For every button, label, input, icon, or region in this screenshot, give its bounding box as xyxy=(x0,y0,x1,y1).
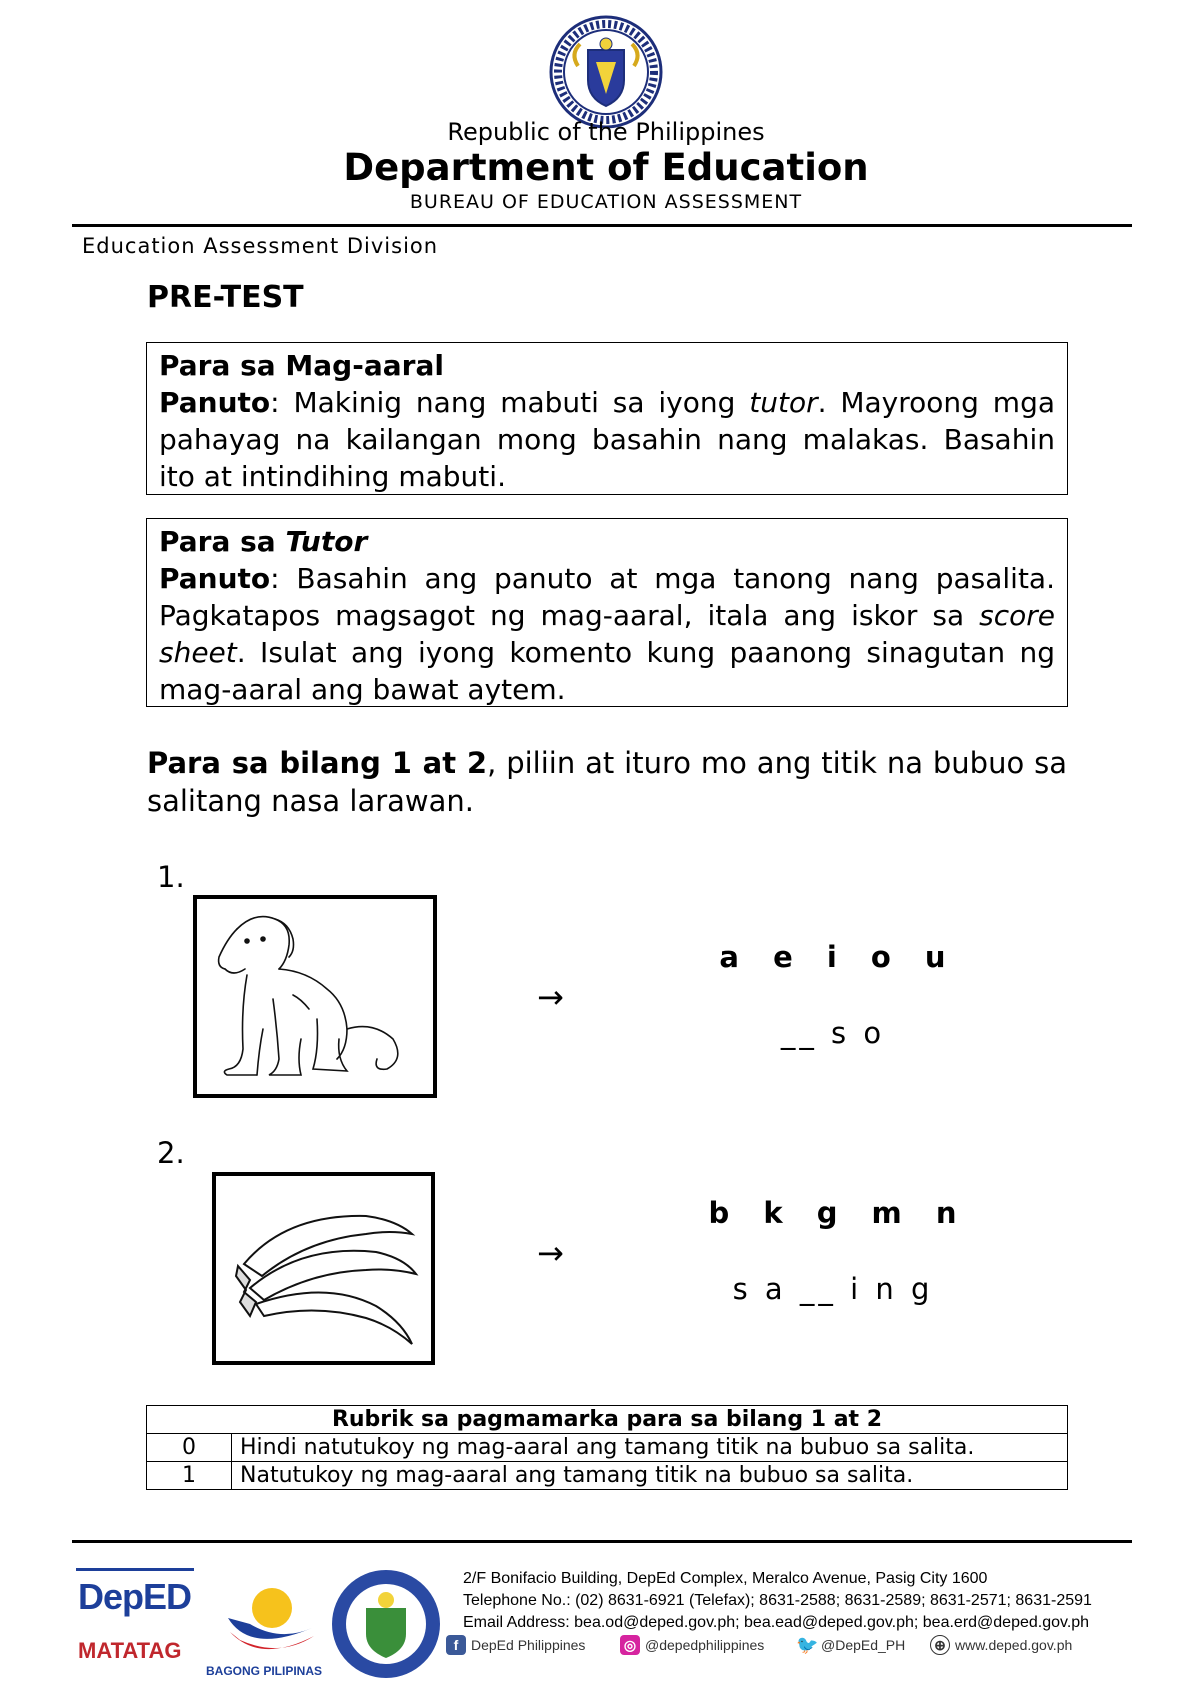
division-label: Education Assessment Division xyxy=(82,234,439,258)
facebook-link[interactable]: f DepEd Philippines xyxy=(446,1635,585,1655)
item-1-word: __ s o xyxy=(780,1016,886,1050)
website-link[interactable]: ⊕ www.deped.gov.ph xyxy=(930,1635,1072,1655)
table-row xyxy=(147,1434,1068,1462)
rubric-description: Hindi natutukoy ng mag-aaral ang tamang titik na bubuo sa salita. xyxy=(232,1434,1068,1462)
header-divider xyxy=(72,224,1132,227)
tutor-box-body: Panuto: Basahin ang panuto at mga tanong nang pasalita. Pagkatapos magsagot ng mag-aaral, itala ang iskor sa score sheet. Isulat ang iyong komento kung paanong sinagutan ng mag-aaral ang bawat aytem. xyxy=(159,562,1055,706)
rubric-header-row xyxy=(147,1406,1068,1434)
item-2-word: s a __ i n g xyxy=(732,1272,934,1306)
item-2-arrow: → xyxy=(537,1234,564,1272)
item-1-number: 1. xyxy=(157,860,185,894)
footer-address: 2/F Bonifacio Building, DepEd Complex, Meralco Avenue, Pasig City 1600 xyxy=(463,1570,988,1587)
footer-email: Email Address: bea.od@deped.gov.ph; bea.ead@deped.gov.ph; bea.erd@deped.gov.ph xyxy=(463,1614,1090,1631)
footer-telephone: Telephone No.: (02) 8631-6921 (Telefax); 8631-2588; 8631-2589; 8631-2571; 8631-2591 xyxy=(463,1592,1092,1609)
globe-icon: ⊕ xyxy=(930,1635,950,1655)
item-1-letter-choices: a e i o u xyxy=(719,940,947,974)
footer-divider xyxy=(72,1540,1132,1543)
student-box-heading: Para sa Mag-aaral xyxy=(159,349,444,382)
panuto-label: Panuto xyxy=(159,386,271,419)
item-2-number: 2. xyxy=(157,1136,185,1170)
instagram-icon: ◎ xyxy=(620,1635,640,1655)
rubric-title: Rubrik sa pagmamarka para sa bilang 1 at 2 xyxy=(147,1406,1068,1434)
department-title: Department of Education xyxy=(343,146,869,189)
bureau-seal-logo xyxy=(330,1568,442,1680)
student-instructions-box xyxy=(146,342,1068,495)
tutor-box-heading: Para sa Tutor xyxy=(159,525,368,558)
tutor-instructions-box xyxy=(146,518,1068,707)
twitter-icon: 🐦 xyxy=(796,1635,819,1655)
panuto-label: Panuto xyxy=(159,562,271,595)
item-1-arrow: → xyxy=(537,978,564,1016)
bureau-label: BUREAU OF EDUCATION ASSESSMENT xyxy=(409,191,803,213)
footer-contact xyxy=(463,1568,1092,1634)
rubric-table xyxy=(146,1405,1068,1490)
item-2-picture-frame xyxy=(212,1172,435,1365)
facebook-icon: f xyxy=(446,1635,466,1655)
student-box-body: Panuto: Makinig nang mabuti sa iyong tutor. Mayroong mga pahayag na kailangan mong basahin nang malakas. Basahin ito at intindihing mabuti. xyxy=(159,386,1055,493)
table-row xyxy=(147,1462,1068,1490)
dog-picture xyxy=(197,899,433,1094)
rubric-score: 0 xyxy=(147,1434,232,1462)
rubric-description: Natutukoy ng mag-aaral ang tamang titik na bubuo sa salita. xyxy=(232,1462,1068,1490)
page-title: PRE-TEST xyxy=(147,280,304,315)
item-2-letter-choices: b k g m n xyxy=(708,1196,958,1230)
republic-label: Republic of the Philippines xyxy=(447,118,765,146)
item-1-picture-frame xyxy=(193,895,437,1098)
twitter-link[interactable]: 🐦 @DepEd_PH xyxy=(796,1635,906,1655)
banana-picture xyxy=(216,1176,431,1361)
item-instruction: Para sa bilang 1 at 2, piliin at ituro mo ang titik na bubuo sa salitang nasa larawan. xyxy=(147,746,1067,818)
deped-seal-logo xyxy=(548,14,664,130)
rubric-score: 1 xyxy=(147,1462,232,1490)
instagram-link[interactable]: ◎ @depedphilippines xyxy=(620,1635,764,1655)
